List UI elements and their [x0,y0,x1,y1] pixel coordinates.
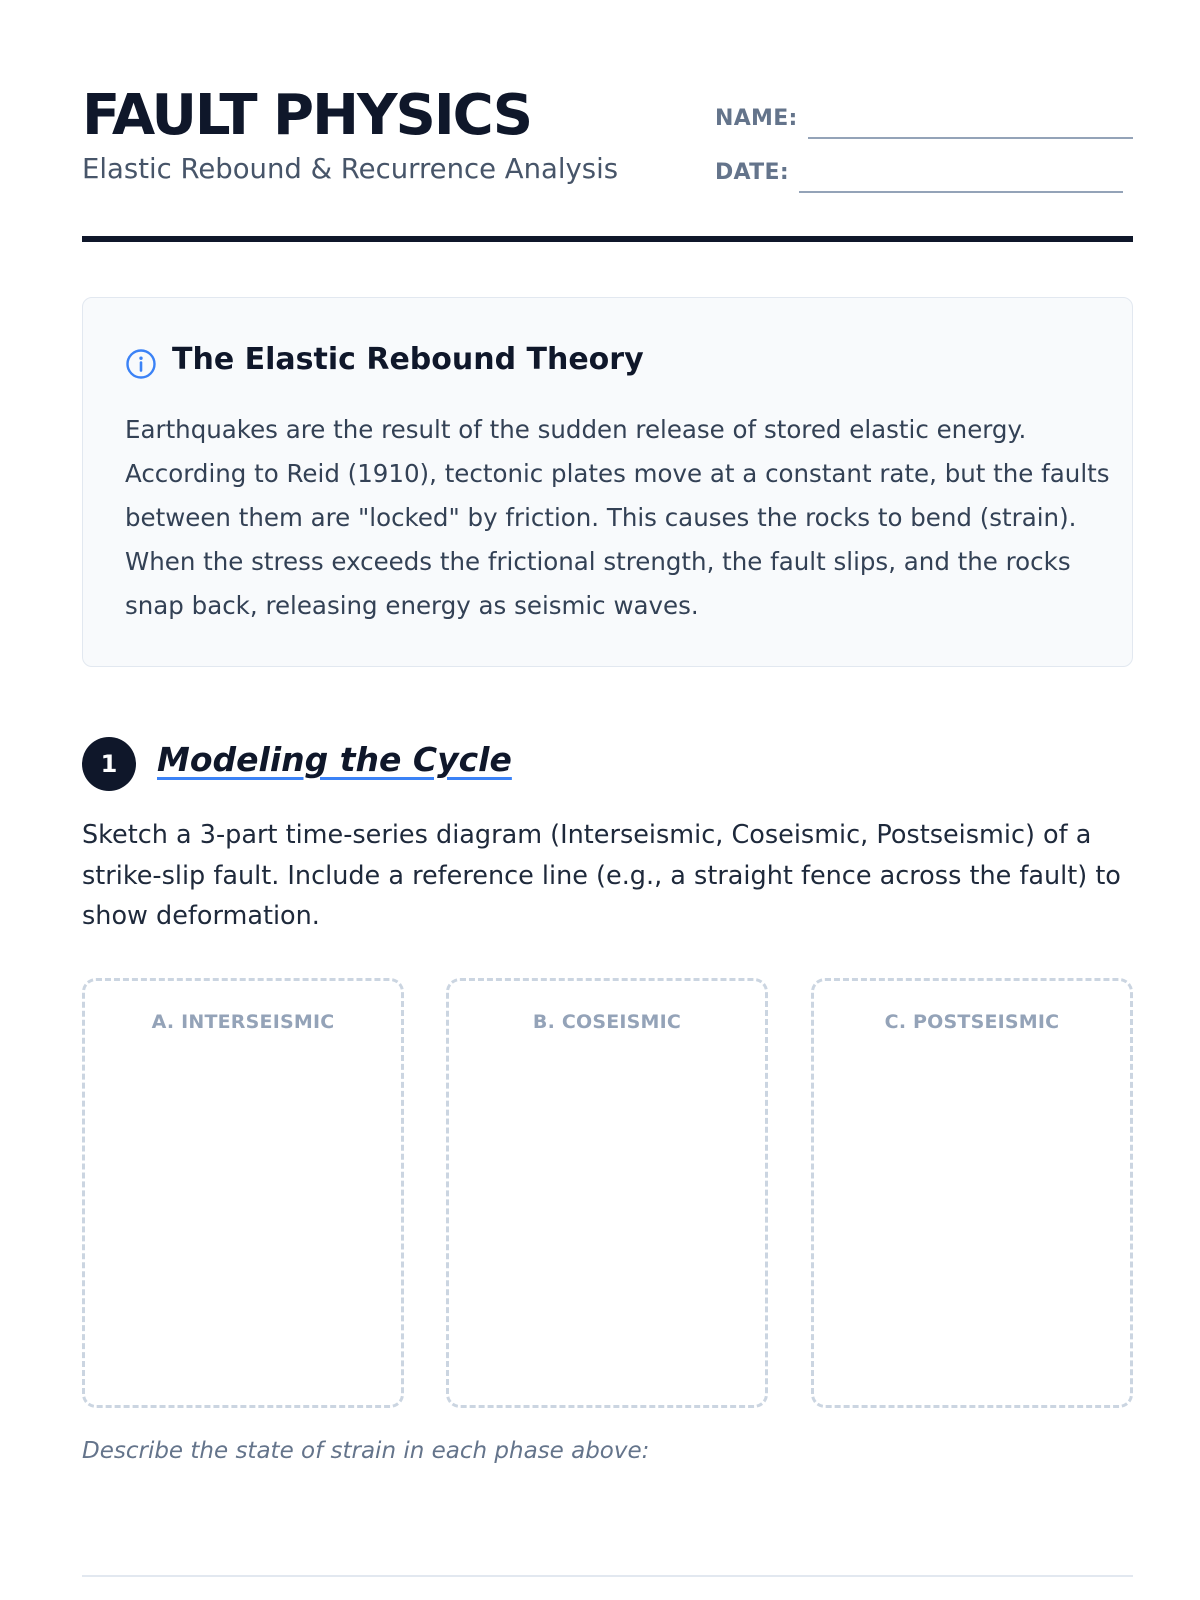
info-title: The Elastic Rebound Theory [172,342,644,377]
info-icon [125,348,157,380]
sketch-box-coseismic[interactable] [446,978,768,1408]
section-title: Modeling the Cycle [157,740,512,779]
date-field[interactable] [799,191,1123,193]
sketch-box-postseismic[interactable] [811,978,1133,1408]
sketch-box-interseismic[interactable] [82,978,404,1408]
date-label: DATE: [715,160,789,185]
info-text: Earthquakes are the result of the sudden release of stored elastic energy. According to Reid (1910), tectonic plates move at a constant rate, but the faults between them are "locked" by friction. This causes the rocks to bend (strain). When the stress exceeds the frictional strength, the fault slips, and the rocks snap back, releasing energy as seismic waves. [125,415,1110,620]
page-subtitle: Elastic Rebound & Recurrence Analysis [82,153,619,185]
name-field[interactable] [808,137,1133,139]
sketch-box-label: C. POSTSEISMIC [884,1011,1060,1033]
sketch-box-label: B. COSEISMIC [532,1011,682,1033]
section-number-badge: 1 [82,737,136,791]
name-label: NAME: [715,106,798,131]
section-instructions: Sketch a 3-part time-series diagram (Interseismic, Coseismic, Postseismic) of a strike-slip fault. Include a reference line (e.g., a straight fence across the fault) to show deformation. [82,820,1121,931]
page-title: FAULT PHYSICS [82,83,532,148]
worksheet-header [82,0,1133,245]
worksheet-page [82,0,1133,1600]
info-callout [82,297,1133,667]
header-divider [82,236,1133,242]
sketch-box-label: A. INTERSEISMIC [151,1011,335,1033]
answer-line[interactable] [82,1575,1133,1577]
describe-prompt: Describe the state of strain in each phase above: [82,1438,650,1464]
